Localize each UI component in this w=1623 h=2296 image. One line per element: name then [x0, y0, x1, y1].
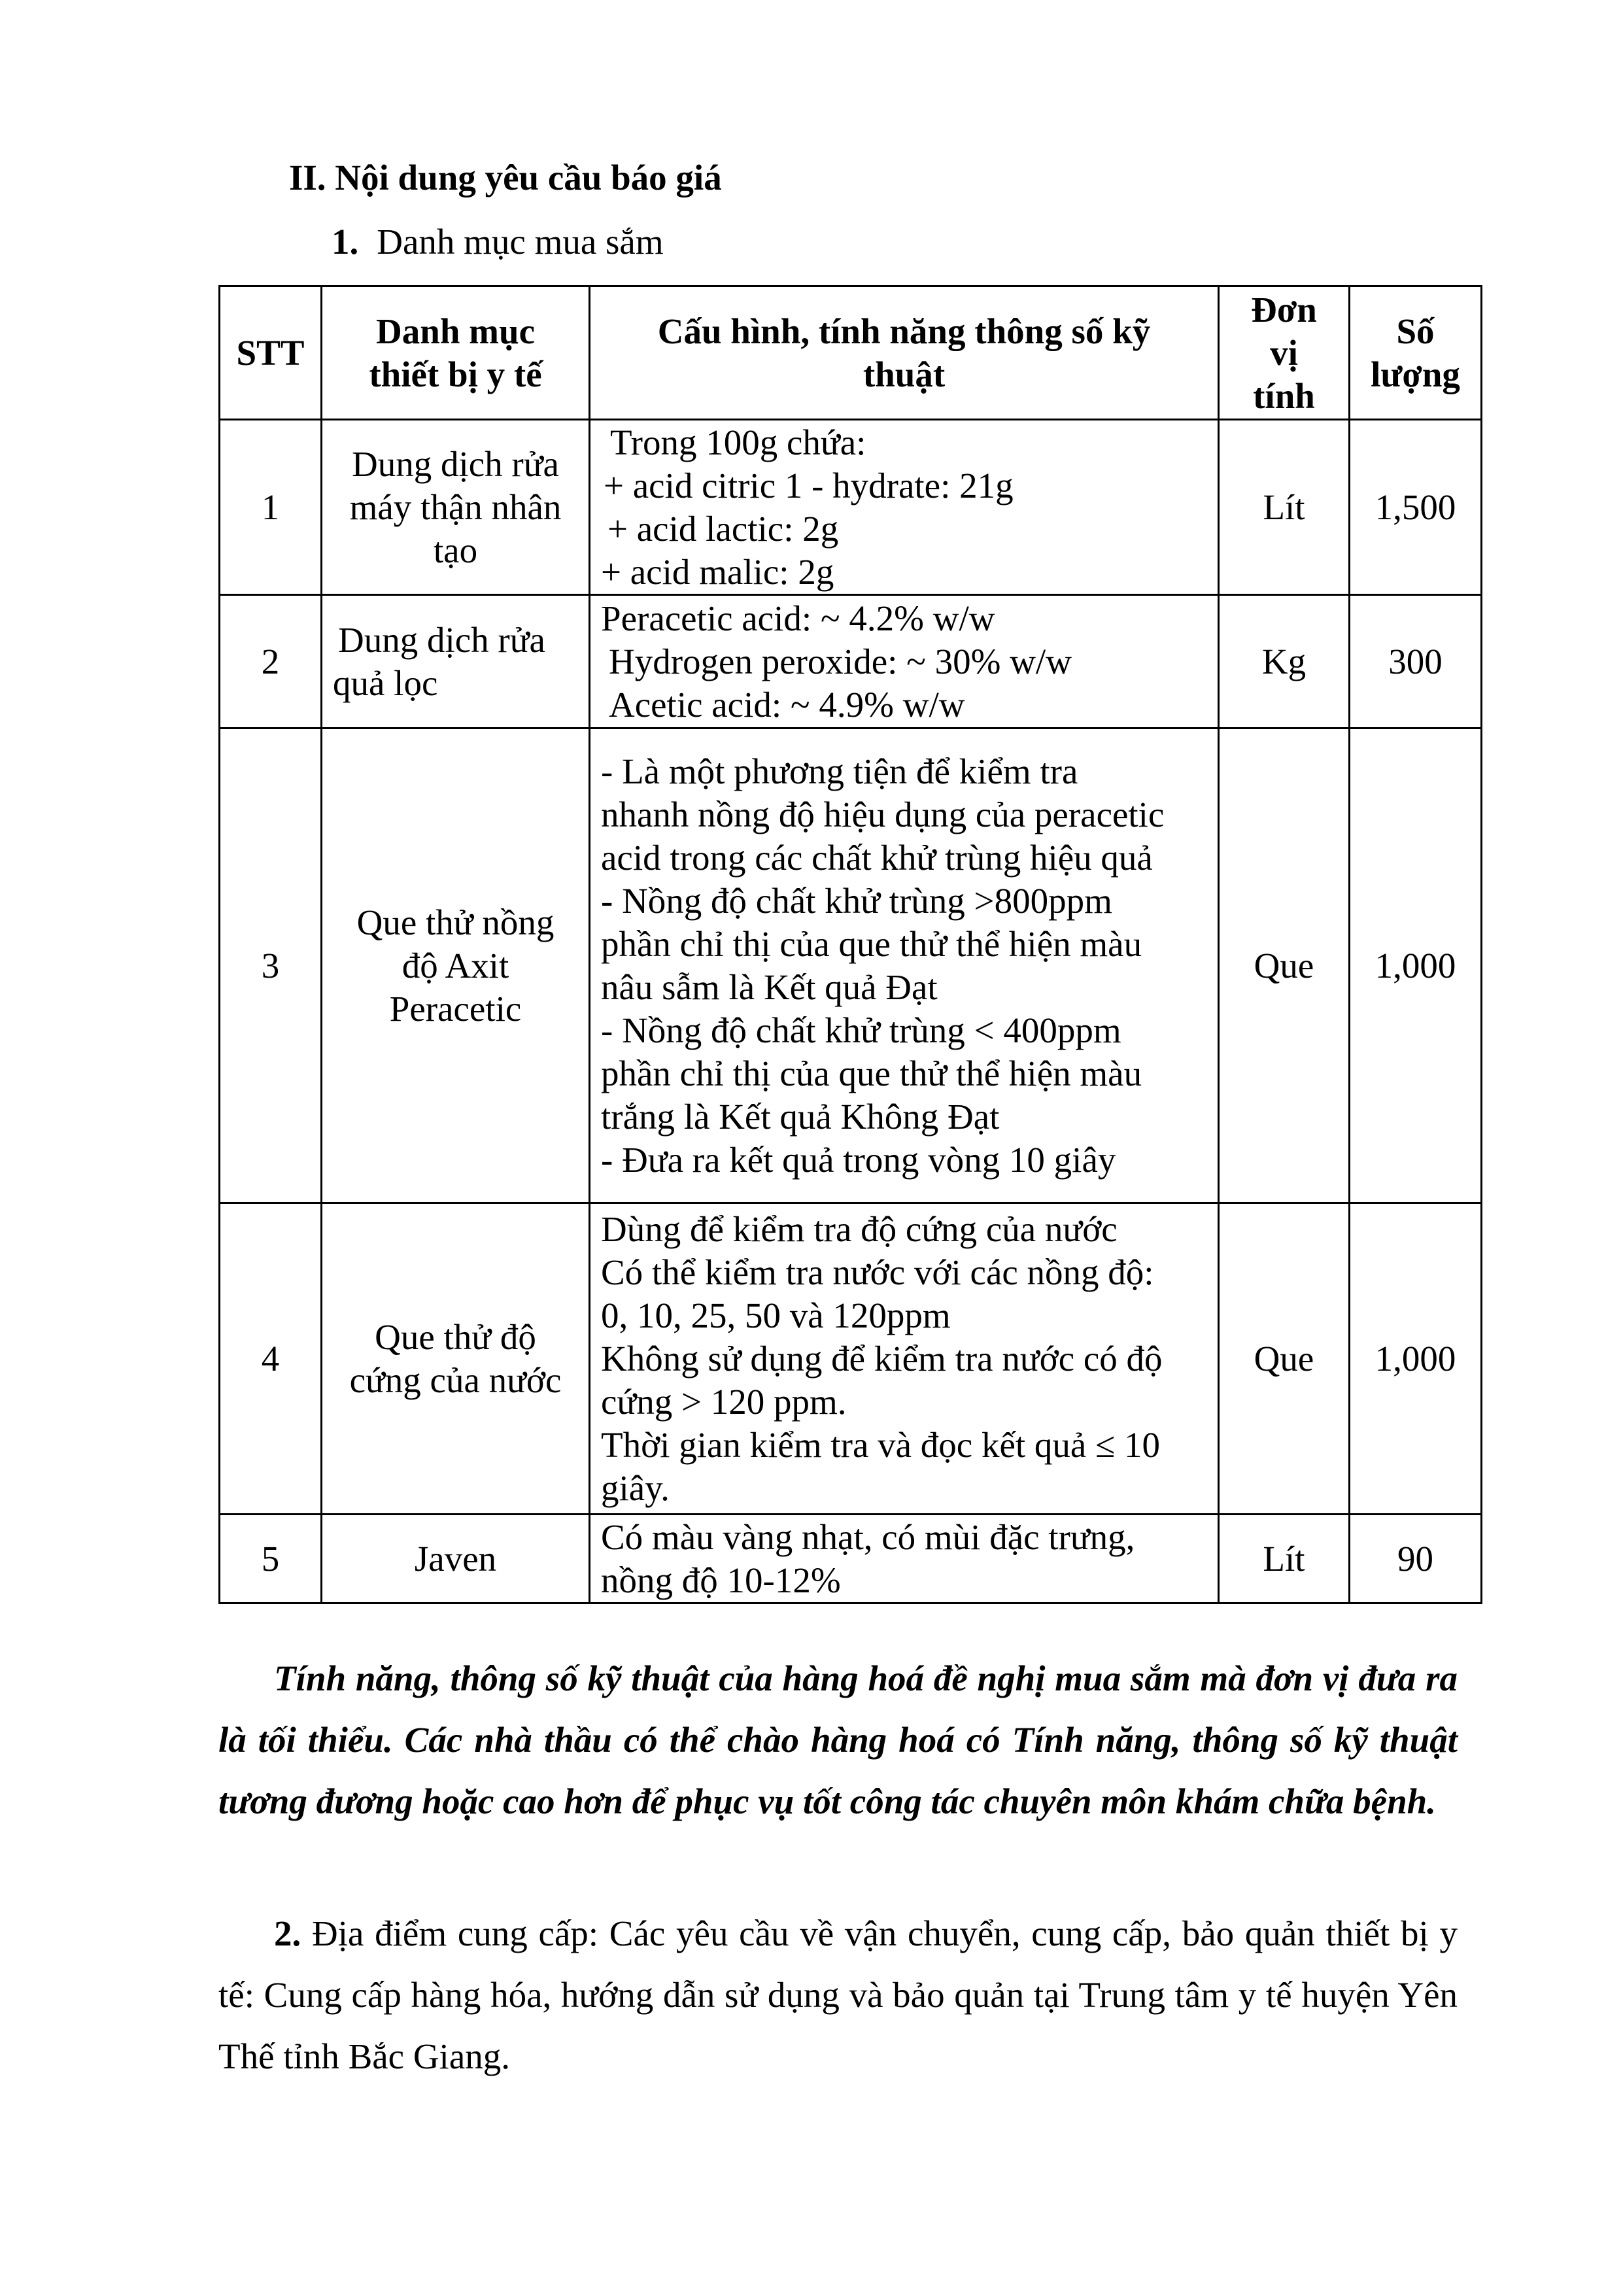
item-name-line: Peracetic: [389, 988, 522, 1029]
row-unit: Kg: [1219, 595, 1350, 728]
row-stt: 3: [220, 728, 322, 1203]
header-quantity-line: Số: [1396, 311, 1435, 351]
spec-line: Thời gian kiểm tra và đọc kết quả ≤ 10: [601, 1424, 1160, 1465]
row-unit: Que: [1219, 1203, 1350, 1515]
header-unit-line: Đơn: [1251, 289, 1317, 330]
subheading-text: Danh mục mua sắm: [377, 222, 664, 262]
spec-line: acid trong các chất khử trùng hiệu quả: [601, 837, 1153, 878]
header-spec-line: Cấu hình, tính năng thông số kỹ: [657, 311, 1151, 351]
row-spec: [590, 595, 1219, 728]
delivery-location: [218, 1903, 1458, 2087]
subheading-number: 1.: [332, 222, 359, 262]
table-row: [220, 1203, 1482, 1515]
spec-line: + acid lactic: 2g: [607, 508, 839, 549]
spec-line: Có màu vàng nhạt, có mùi đặc trưng,: [601, 1516, 1135, 1557]
row-stt: 4: [220, 1203, 322, 1515]
spec-line: 0, 10, 25, 50 và 120ppm: [601, 1295, 951, 1335]
item-name-line: Javen: [414, 1538, 497, 1579]
row-quantity: 300: [1350, 595, 1482, 728]
item-name-line: quả lọc: [333, 662, 438, 703]
header-quantity: [1350, 286, 1482, 420]
spec-line: Trong 100g chứa:: [610, 422, 866, 462]
spec-line: - Đưa ra kết quả trong vòng 10 giây: [601, 1139, 1116, 1180]
table-row: [220, 1515, 1482, 1603]
header-category-line: thiết bị y tế: [369, 354, 542, 394]
spec-line: - Nồng độ chất khử trùng >800ppm: [601, 880, 1112, 921]
spec-line: Peracetic acid: ~ 4.2% w/w: [601, 598, 995, 638]
subheading: [332, 216, 664, 268]
spec-line: Có thể kiểm tra nước với các nồng độ:: [601, 1252, 1154, 1292]
row-unit: Lít: [1219, 1515, 1350, 1603]
item-name-line: Dung dịch rửa: [352, 443, 559, 484]
row-unit: Que: [1219, 728, 1350, 1203]
spec-line: Acetic acid: ~ 4.9% w/w: [609, 684, 965, 725]
row-item-name: [322, 728, 590, 1203]
row-stt: 2: [220, 595, 322, 728]
row-stt: 1: [220, 420, 322, 595]
table-row: [220, 420, 1482, 595]
row-quantity: 90: [1350, 1515, 1482, 1603]
spec-line: + acid malic: 2g: [601, 551, 834, 592]
header-spec-line: thuật: [863, 354, 946, 394]
spec-line: giây.: [601, 1467, 670, 1508]
table-header-row: [220, 286, 1482, 420]
spec-line: nhanh nồng độ hiệu dụng của peracetic: [601, 794, 1165, 834]
spec-line: nâu sẫm là Kết quả Đạt: [601, 967, 938, 1007]
row-spec: [590, 728, 1219, 1203]
row-spec: [590, 1203, 1219, 1515]
table-row: [220, 728, 1482, 1203]
header-unit-line: vị: [1270, 332, 1298, 373]
header-quantity-line: lượng: [1371, 354, 1460, 394]
row-quantity: 1,000: [1350, 1203, 1482, 1515]
delivery-text: Địa điểm cung cấp: Các yêu cầu về vận chuyển, cung cấp, bảo quản thiết bị y tế: Cung cấp hàng hóa, hướng dẫn sử dụng và bảo quản tại Trung tâm y tế huyện Yên Thế tỉnh Bắc Giang.: [218, 1913, 1458, 2076]
spec-line: Dùng để kiểm tra độ cứng của nước: [601, 1208, 1118, 1249]
item-name-line: Que thử nồng: [356, 902, 555, 942]
spec-line: Hydrogen peroxide: ~ 30% w/w: [609, 641, 1072, 681]
procurement-table: [218, 285, 1482, 1604]
section-heading: II. Nội dung yêu cầu báo giá: [289, 158, 722, 197]
spec-line: cứng > 120 ppm.: [601, 1381, 847, 1422]
header-unit: [1219, 286, 1350, 420]
row-spec: [590, 420, 1219, 595]
row-quantity: 1,500: [1350, 420, 1482, 595]
row-unit: Lít: [1219, 420, 1350, 595]
row-stt: 5: [220, 1515, 322, 1603]
spec-line: trắng là Kết quả Không Đạt: [601, 1096, 1000, 1137]
header-category: [322, 286, 590, 420]
item-name-line: độ Axit: [401, 945, 509, 985]
header-stt: STT: [220, 286, 322, 420]
item-name-line: Dung dịch rửa: [338, 619, 545, 660]
header-spec: [590, 286, 1219, 420]
spec-line: phần chỉ thị của que thử thể hiện màu: [601, 923, 1142, 964]
item-name-line: tạo: [433, 530, 478, 570]
spec-line: Không sử dụng để kiểm tra nước có độ: [601, 1338, 1163, 1379]
row-item-name: [322, 1515, 590, 1603]
header-category-line: Danh mục: [376, 311, 535, 351]
item-name-line: máy thận nhân: [349, 487, 562, 527]
item-name-line: Que thử độ: [375, 1316, 536, 1357]
delivery-number: 2.: [274, 1913, 301, 1953]
spec-line: nồng độ 10-12%: [601, 1560, 841, 1600]
header-unit-line: tính: [1253, 375, 1315, 416]
spec-line: + acid citric 1 - hydrate: 21g: [604, 465, 1014, 505]
spec-line: - Nồng độ chất khử trùng < 400ppm: [601, 1010, 1121, 1050]
spec-line: phần chỉ thị của que thử thể hiện màu: [601, 1053, 1142, 1093]
row-quantity: 1,000: [1350, 728, 1482, 1203]
row-item-name: [322, 420, 590, 595]
specification-note: Tính năng, thông số kỹ thuật của hàng hoá đề nghị mua sắm mà đơn vị đưa ra là tối thiểu. Các nhà thầu có thể chào hàng hoá có Tính năng, thông số kỹ thuật tương đương hoặc cao hơn để phục vụ tốt công tác chuyên môn khám chữa bệnh.: [218, 1658, 1458, 1821]
row-item-name: [322, 1203, 590, 1515]
table-row: [220, 595, 1482, 728]
row-item-name: [322, 595, 590, 728]
spec-line: - Là một phương tiện để kiểm tra: [601, 751, 1078, 791]
row-spec: [590, 1515, 1219, 1603]
item-name-line: cứng của nước: [349, 1360, 562, 1400]
